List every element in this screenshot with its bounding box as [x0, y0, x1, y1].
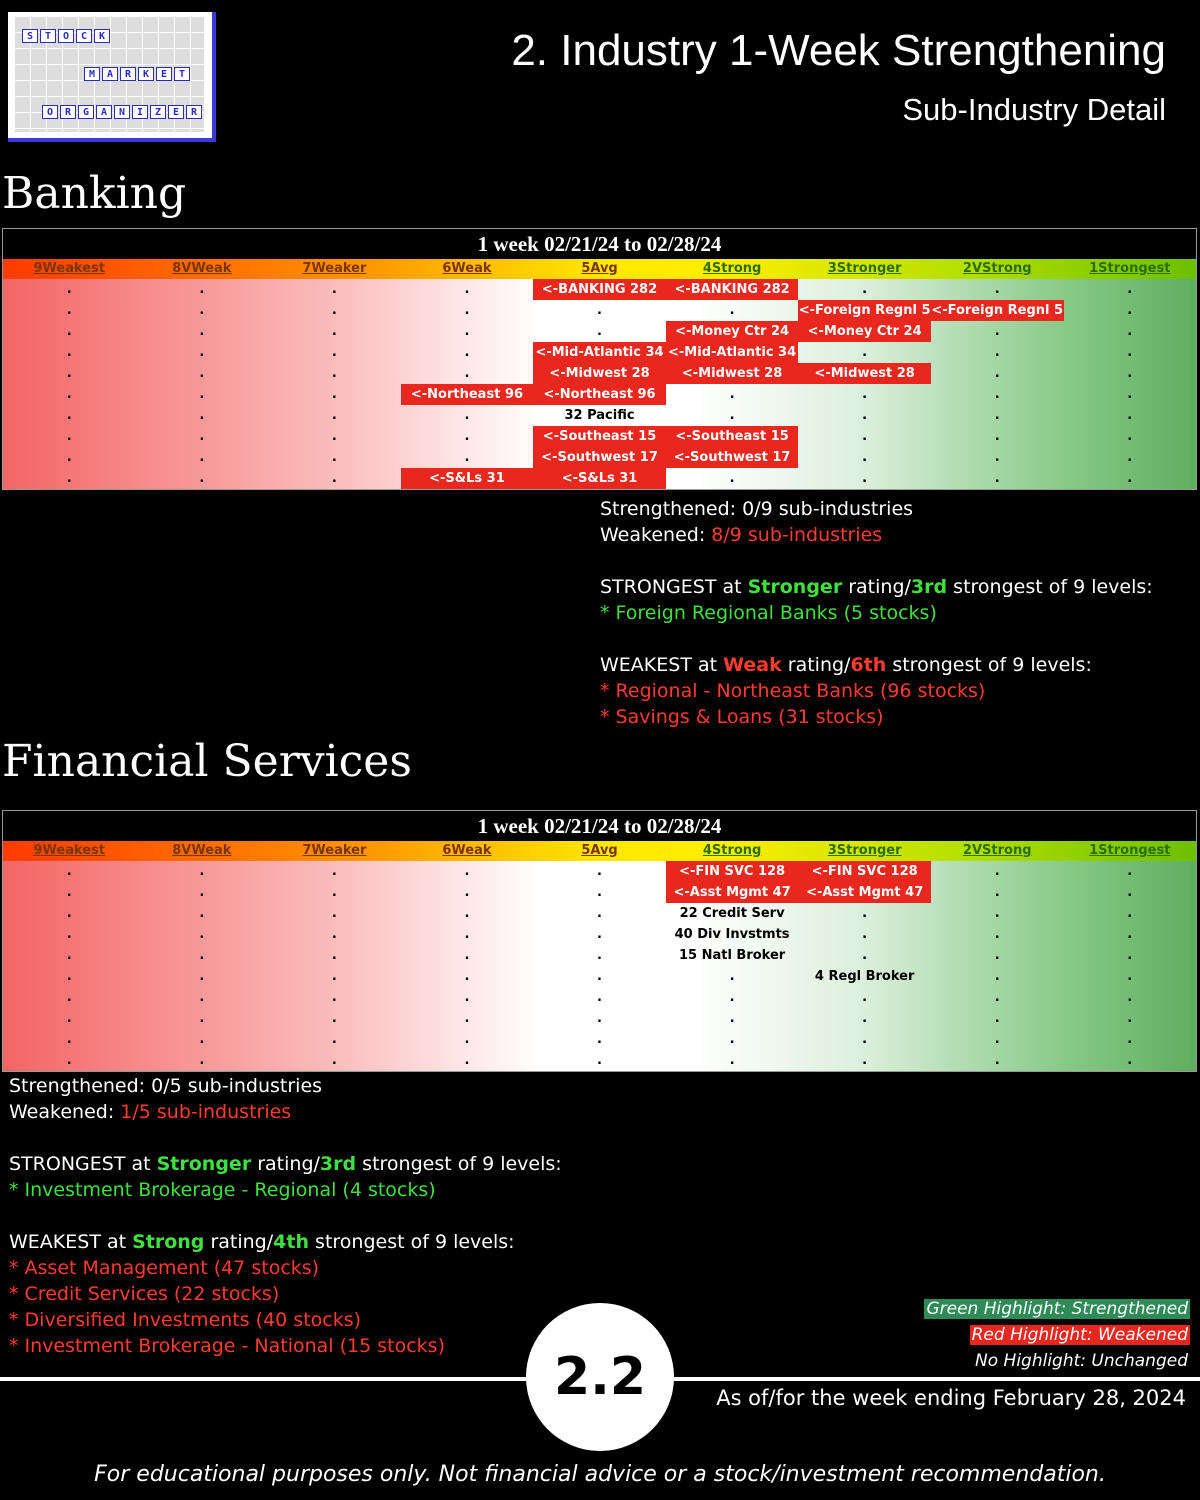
financial-table: [2, 810, 1197, 1072]
level-label: 1Strongest: [1089, 261, 1171, 276]
table-cell: .: [464, 1053, 470, 1068]
table-cell: .: [729, 1032, 735, 1047]
table-cell: .: [729, 990, 735, 1005]
table-cell: .: [1127, 1011, 1133, 1026]
logo-letter: M: [84, 67, 100, 81]
strongest-item: * Investment Brokerage - Regional (4 stocks): [9, 1179, 436, 1201]
table-cell: <-Mid-Atlantic 34: [533, 342, 666, 363]
strongest-rating: Stronger: [156, 1153, 252, 1175]
table-cell: .: [994, 387, 1000, 402]
table-cell: .: [1127, 345, 1133, 360]
table-cell: .: [862, 387, 868, 402]
logo-letter: T: [40, 29, 56, 43]
table-cell: .: [464, 864, 470, 879]
logo-letter: R: [120, 67, 136, 81]
table-cell: .: [994, 1011, 1000, 1026]
table-cell: .: [464, 345, 470, 360]
logo-letter: R: [60, 105, 76, 119]
table-cell: .: [199, 345, 205, 360]
table-cell: .: [597, 969, 602, 984]
logo-letter: O: [42, 105, 58, 119]
table-cell: .: [66, 303, 72, 318]
table-cell: .: [199, 450, 205, 465]
table-cell: .: [862, 450, 868, 465]
table-cell: .: [199, 303, 205, 318]
logo-letter: E: [168, 105, 184, 119]
logo-letter: R: [186, 105, 202, 119]
table-cell: .: [199, 885, 205, 900]
table-cell: .: [862, 1011, 868, 1026]
weakest-rating: Weak: [723, 654, 782, 676]
page-title: 2. Industry 1-Week Strengthening: [511, 26, 1166, 75]
weakest-suffix: strongest of 9 levels:: [309, 1231, 515, 1253]
table-row: [3, 426, 1196, 447]
table-cell: .: [464, 366, 470, 381]
table-cell: .: [597, 948, 602, 963]
table-cell: .: [331, 387, 337, 402]
page-subtitle: Sub-Industry Detail: [902, 92, 1166, 127]
table-cell: .: [597, 324, 602, 339]
level-label: 5Avg: [581, 843, 618, 858]
table-cell: 15 Natl Broker: [678, 948, 786, 963]
table-cell: .: [1127, 990, 1133, 1005]
table-cell: .: [1127, 471, 1133, 486]
table-row: [3, 363, 1196, 384]
table-cell: .: [331, 1032, 337, 1047]
table-cell: .: [464, 948, 470, 963]
table-row: [3, 342, 1196, 363]
table-cell: .: [464, 969, 470, 984]
table-cell: <-S&Ls 31: [401, 468, 534, 489]
table-cell: .: [464, 990, 470, 1005]
table-row: [3, 384, 1196, 405]
table-cell: .: [66, 387, 72, 402]
table-cell: .: [862, 345, 868, 360]
table-cell: .: [331, 990, 337, 1005]
legend-none: No Highlight: Unchanged: [975, 1351, 1188, 1371]
table-cell: .: [199, 948, 205, 963]
table-cell: .: [66, 324, 72, 339]
table-cell: .: [1127, 429, 1133, 444]
table-cell: .: [994, 429, 1000, 444]
banking-summary: [600, 496, 1153, 730]
table-cell: .: [1127, 387, 1133, 402]
table-row: [3, 1008, 1196, 1029]
table-cell: .: [199, 1053, 205, 1068]
table-cell: .: [862, 408, 868, 423]
table-cell: .: [597, 906, 602, 921]
table-cell: .: [729, 387, 735, 402]
table-cell: <-Midwest 28: [533, 363, 666, 384]
table-cell: .: [1127, 1053, 1133, 1068]
table-cell: .: [66, 990, 72, 1005]
level-label: 3Stronger: [827, 261, 902, 276]
table-cell: .: [597, 1053, 602, 1068]
table-cell: .: [862, 927, 868, 942]
table-cell: .: [597, 1032, 602, 1047]
table-cell: 40 Div Invstmts: [674, 927, 790, 942]
logo-letter: C: [76, 29, 92, 43]
table-cell: .: [597, 303, 602, 318]
strongest-item: * Foreign Regional Banks (5 stocks): [600, 602, 937, 624]
banking-level-header: [3, 259, 1196, 279]
table-cell: .: [199, 906, 205, 921]
strongest-prefix: STRONGEST at: [9, 1153, 157, 1175]
table-cell: .: [331, 1011, 337, 1026]
table-cell: .: [199, 471, 205, 486]
financial-table-body: [3, 861, 1196, 1071]
financial-level-header: [3, 841, 1196, 861]
logo-letter: T: [174, 67, 190, 81]
level-label: 7Weaker: [302, 261, 367, 276]
table-cell: .: [1127, 450, 1133, 465]
table-cell: .: [464, 1032, 470, 1047]
disclaimer: For educational purposes only. Not financial advice or a stock/investment recommendation.: [94, 1462, 1106, 1487]
table-cell: .: [994, 1032, 1000, 1047]
weakest-item: * Asset Management (47 stocks): [9, 1257, 320, 1279]
table-row: [3, 903, 1196, 924]
logo-letter: S: [22, 29, 38, 43]
table-row: [3, 468, 1196, 489]
table-cell: .: [597, 885, 602, 900]
table-cell: .: [1127, 864, 1133, 879]
table-cell: .: [66, 906, 72, 921]
weakest-suffix: strongest of 9 levels:: [886, 654, 1092, 676]
level-label: 8VWeak: [172, 843, 232, 858]
table-cell: .: [994, 885, 1000, 900]
logo-word-market: [84, 67, 192, 81]
table-cell: .: [199, 990, 205, 1005]
table-cell: .: [1127, 303, 1133, 318]
logo-letter: N: [114, 105, 130, 119]
table-cell: .: [994, 948, 1000, 963]
table-cell: .: [66, 450, 72, 465]
table-cell: .: [729, 471, 735, 486]
table-cell: .: [66, 471, 72, 486]
table-cell: <-Mid-Atlantic 34: [666, 342, 799, 363]
level-label: 9Weakest: [33, 261, 106, 276]
table-cell: .: [331, 345, 337, 360]
legend-green: Green Highlight: Strengthened: [926, 1299, 1188, 1319]
table-cell: .: [331, 927, 337, 942]
weakest-rank: 4th: [273, 1231, 309, 1253]
table-cell: .: [994, 927, 1000, 942]
table-cell: .: [464, 324, 470, 339]
table-cell: .: [862, 990, 868, 1005]
table-cell: .: [1127, 927, 1133, 942]
table-cell: .: [331, 948, 337, 963]
logo-letter: O: [58, 29, 74, 43]
table-cell: <-Southeast 15: [666, 426, 799, 447]
table-cell: .: [994, 408, 1000, 423]
table-cell: .: [66, 429, 72, 444]
table-cell: <-S&Ls 31: [533, 468, 666, 489]
table-cell: .: [66, 1032, 72, 1047]
table-cell: <-BANKING 282: [533, 279, 666, 300]
table-cell: .: [464, 450, 470, 465]
table-cell: .: [331, 408, 337, 423]
weakened-value: 1/5 sub-industries: [120, 1101, 292, 1123]
strongest-suffix: strongest of 9 levels:: [947, 576, 1153, 598]
table-cell: .: [994, 1053, 1000, 1068]
table-cell: .: [66, 927, 72, 942]
weakest-item: * Diversified Investments (40 stocks): [9, 1309, 362, 1331]
level-label: 6Weak: [442, 261, 492, 276]
table-cell: .: [994, 990, 1000, 1005]
table-row: [3, 300, 1196, 321]
table-cell: .: [66, 1053, 72, 1068]
table-row: [3, 1050, 1196, 1071]
logo-word-organizer: [42, 105, 204, 119]
table-cell: <-FIN SVC 128: [666, 861, 799, 882]
table-cell: .: [729, 303, 735, 318]
table-cell: .: [1127, 906, 1133, 921]
table-cell: <-FIN SVC 128: [798, 861, 931, 882]
table-cell: .: [199, 429, 205, 444]
table-cell: .: [66, 864, 72, 879]
level-label: 7Weaker: [302, 843, 367, 858]
table-cell: <-Northeast 96: [533, 384, 666, 405]
table-cell: .: [597, 1011, 602, 1026]
table-cell: <-Southeast 15: [533, 426, 666, 447]
table-cell: .: [597, 864, 602, 879]
weakened-label: Weakened:: [9, 1101, 121, 1123]
table-cell: .: [862, 282, 868, 297]
table-cell: .: [66, 345, 72, 360]
table-cell: .: [464, 429, 470, 444]
table-cell: <-Midwest 28: [666, 363, 799, 384]
table-cell: .: [597, 990, 602, 1005]
table-cell: .: [862, 471, 868, 486]
table-cell: .: [331, 450, 337, 465]
table-cell: .: [199, 282, 205, 297]
table-cell: .: [862, 948, 868, 963]
logo-word-stock: [22, 29, 112, 43]
table-cell: .: [331, 906, 337, 921]
logo-letter: E: [156, 67, 172, 81]
table-cell: .: [331, 366, 337, 381]
level-label: 5Avg: [581, 261, 618, 276]
banking-table-body: [3, 279, 1196, 489]
table-cell: 22 Credit Serv: [679, 906, 785, 921]
weakest-prefix: WEAKEST at: [600, 654, 724, 676]
table-cell: .: [597, 927, 602, 942]
table-cell: .: [464, 906, 470, 921]
logo-letter: K: [94, 29, 110, 43]
strongest-rank: 3rd: [910, 576, 948, 598]
table-cell: .: [1127, 948, 1133, 963]
table-cell: <-Foreign Regnl 5: [798, 300, 931, 321]
table-cell: .: [66, 1011, 72, 1026]
weakest-mid: rating/: [781, 654, 851, 676]
table-cell: .: [331, 864, 337, 879]
table-cell: .: [66, 408, 72, 423]
table-cell: <-Midwest 28: [798, 363, 931, 384]
table-cell: .: [994, 969, 1000, 984]
page-number-badge: 2.2: [526, 1303, 674, 1451]
table-cell: .: [331, 303, 337, 318]
strengthened-value: 0/5 sub-industries: [151, 1075, 323, 1097]
weakest-prefix: WEAKEST at: [9, 1231, 133, 1253]
table-cell: .: [199, 1011, 205, 1026]
level-label: 6Weak: [442, 843, 492, 858]
table-cell: .: [464, 1011, 470, 1026]
table-cell: .: [66, 282, 72, 297]
table-cell: .: [994, 366, 1000, 381]
table-cell: .: [1127, 324, 1133, 339]
table-cell: <-BANKING 282: [666, 279, 799, 300]
table-cell: .: [862, 906, 868, 921]
table-cell: <-Northeast 96: [401, 384, 534, 405]
table-cell: .: [66, 948, 72, 963]
table-cell: .: [464, 885, 470, 900]
table-cell: .: [994, 282, 1000, 297]
table-cell: .: [331, 324, 337, 339]
table-cell: .: [331, 1053, 337, 1068]
banking-period: 1 week 02/21/24 to 02/28/24: [3, 229, 1196, 259]
table-cell: <-Southwest 17: [533, 447, 666, 468]
table-cell: .: [1127, 408, 1133, 423]
table-cell: 32 Pacific: [564, 408, 635, 423]
table-row: [3, 447, 1196, 468]
as-of-date: As of/for the week ending February 28, 2024: [716, 1386, 1186, 1410]
table-cell: .: [1127, 969, 1133, 984]
table-row: [3, 405, 1196, 426]
level-label: 9Weakest: [33, 843, 106, 858]
strongest-prefix: STRONGEST at: [600, 576, 748, 598]
table-cell: .: [464, 408, 470, 423]
table-cell: .: [199, 1032, 205, 1047]
table-row: [3, 924, 1196, 945]
table-cell: .: [994, 864, 1000, 879]
table-row: [3, 945, 1196, 966]
table-row: [3, 1029, 1196, 1050]
table-row: [3, 987, 1196, 1008]
table-cell: .: [331, 969, 337, 984]
strongest-rank: 3rd: [319, 1153, 357, 1175]
strongest-suffix: strongest of 9 levels:: [356, 1153, 562, 1175]
level-label: 3Stronger: [827, 843, 902, 858]
weakest-item: * Investment Brokerage - National (15 stocks): [9, 1335, 445, 1357]
weakest-item: * Credit Services (22 stocks): [9, 1283, 280, 1305]
table-cell: .: [331, 282, 337, 297]
table-row: [3, 861, 1196, 882]
table-cell: .: [994, 324, 1000, 339]
weakened-label: Weakened:: [600, 524, 712, 546]
legend-red: Red Highlight: Weakened: [971, 1325, 1188, 1345]
logo-letter: A: [102, 67, 118, 81]
logo-letter: K: [138, 67, 154, 81]
table-cell: .: [66, 885, 72, 900]
table-cell: .: [862, 1032, 868, 1047]
table-cell: <-Foreign Regnl 5: [931, 300, 1064, 321]
table-cell: .: [199, 387, 205, 402]
table-cell: .: [199, 927, 205, 942]
table-cell: .: [464, 927, 470, 942]
table-cell: .: [1127, 282, 1133, 297]
table-cell: .: [199, 864, 205, 879]
table-cell: .: [729, 408, 735, 423]
strongest-mid: rating/: [842, 576, 911, 598]
strongest-rating: Stronger: [747, 576, 843, 598]
table-cell: <-Money Ctr 24: [666, 321, 799, 342]
table-row: [3, 882, 1196, 903]
table-cell: .: [729, 969, 735, 984]
table-cell: .: [862, 1053, 868, 1068]
banking-table: [2, 228, 1197, 490]
table-cell: .: [862, 429, 868, 444]
logo-letter: I: [132, 105, 148, 119]
highlight-legend: [924, 1296, 1190, 1374]
table-cell: <-Southwest 17: [666, 447, 799, 468]
table-cell: .: [994, 345, 1000, 360]
table-cell: .: [66, 969, 72, 984]
weakest-mid: rating/: [204, 1231, 274, 1253]
table-cell: .: [994, 471, 1000, 486]
logo-letter: G: [78, 105, 94, 119]
financial-period: 1 week 02/21/24 to 02/28/24: [3, 811, 1196, 841]
logo: [8, 12, 216, 142]
level-label: 4Strong: [702, 843, 762, 858]
table-row: [3, 966, 1196, 987]
table-cell: .: [729, 1011, 735, 1026]
table-cell: .: [199, 408, 205, 423]
level-label: 1Strongest: [1089, 843, 1171, 858]
table-cell: .: [464, 303, 470, 318]
financial-summary: [9, 1073, 562, 1359]
level-label: 4Strong: [702, 261, 762, 276]
weakest-item: * Savings & Loans (31 stocks): [600, 706, 884, 728]
strongest-mid: rating/: [251, 1153, 320, 1175]
table-cell: .: [994, 906, 1000, 921]
logo-letter: A: [96, 105, 112, 119]
table-cell: .: [464, 282, 470, 297]
level-label: 2VStrong: [962, 261, 1032, 276]
financial-heading: Financial Services: [2, 736, 412, 787]
weakened-value: 8/9 sub-industries: [711, 524, 883, 546]
strengthened-label: Strengthened:: [9, 1075, 152, 1097]
strengthened-value: 0/9 sub-industries: [742, 498, 914, 520]
strengthened-label: Strengthened:: [600, 498, 743, 520]
table-cell: .: [331, 471, 337, 486]
table-cell: .: [199, 969, 205, 984]
table-cell: .: [994, 450, 1000, 465]
weakest-item: * Regional - Northeast Banks (96 stocks): [600, 680, 986, 702]
table-row: [3, 279, 1196, 300]
banking-heading: Banking: [2, 168, 187, 219]
table-cell: .: [331, 885, 337, 900]
table-cell: <-Asst Mgmt 47: [666, 882, 799, 903]
level-label: 8VWeak: [172, 261, 232, 276]
table-cell: 4 Regl Broker: [814, 969, 915, 984]
table-cell: .: [199, 324, 205, 339]
table-cell: .: [199, 366, 205, 381]
level-label: 2VStrong: [962, 843, 1032, 858]
weakest-rating: Strong: [132, 1231, 205, 1253]
logo-letter: Z: [150, 105, 166, 119]
table-row: [3, 321, 1196, 342]
table-cell: .: [331, 429, 337, 444]
table-cell: .: [729, 1053, 735, 1068]
table-cell: .: [1127, 885, 1133, 900]
table-cell: .: [66, 366, 72, 381]
table-cell: .: [1127, 366, 1133, 381]
table-cell: <-Money Ctr 24: [798, 321, 931, 342]
weakest-rank: 6th: [850, 654, 887, 676]
table-cell: .: [1127, 1032, 1133, 1047]
table-cell: <-Asst Mgmt 47: [798, 882, 931, 903]
